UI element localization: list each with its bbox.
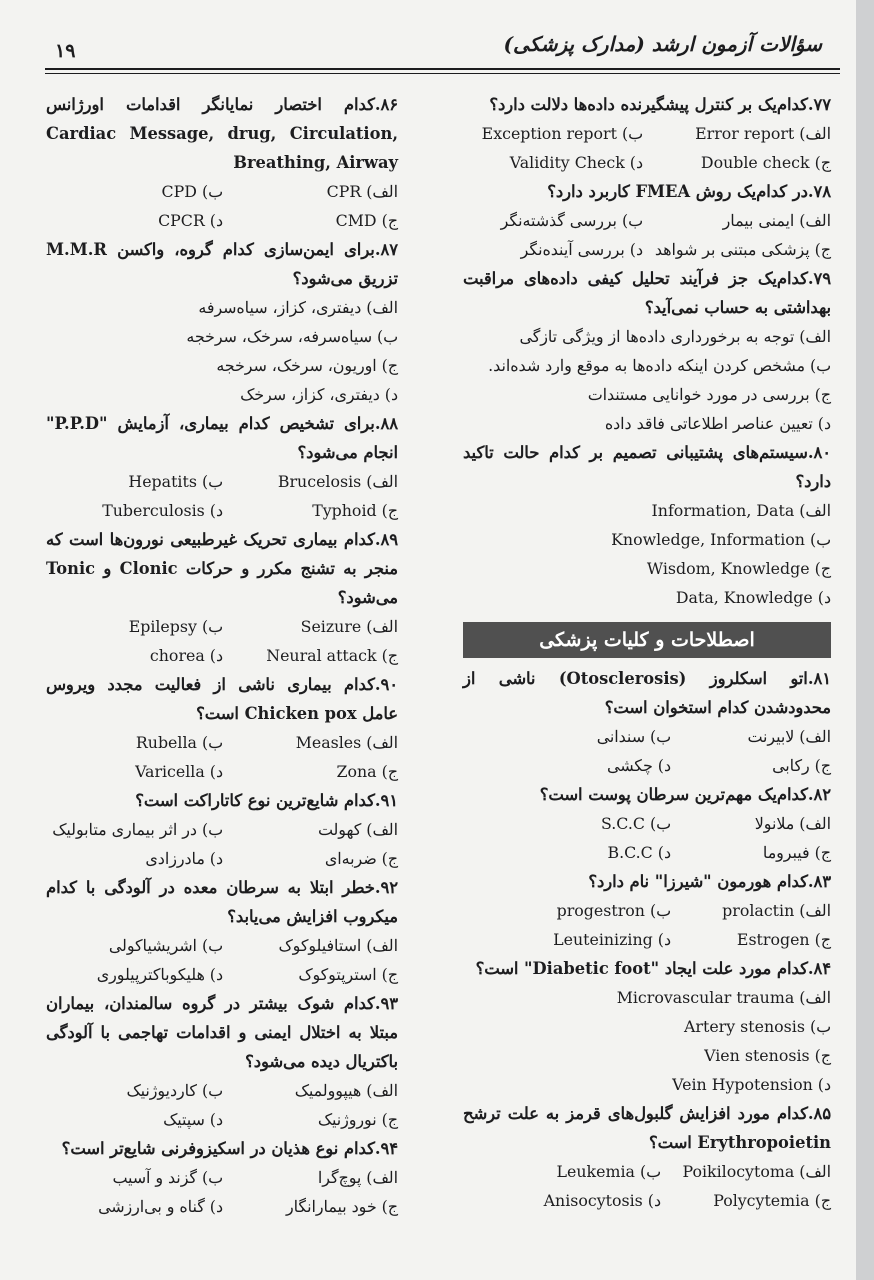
option-b: ب) مشخص کردن اینکه داده‌ها به موقع وارد شده‌اند. bbox=[488, 356, 831, 375]
option-d: د) مادرزادی bbox=[145, 849, 223, 868]
option-b: ب) Hepatits bbox=[128, 472, 223, 491]
question-83: ۸۳.کدام هورمون "شیرزا" نام دارد؟ bbox=[588, 872, 831, 891]
option-d: د) دیفتری، کزاز، سرخک bbox=[240, 385, 398, 404]
question-94: ۹۴.کدام نوع هذیان در اسکیزوفرنی شایع‌تر است؟ bbox=[61, 1139, 398, 1158]
option-c: ج) CMD bbox=[335, 211, 398, 230]
question-79: ۷۹.کدام‌یک جز فرآیند تحلیل کیفی داده‌های مراقبت بهداشتی به حساب نمی‌آید؟ bbox=[463, 269, 831, 317]
option-b: ب) اشریشیاکولی bbox=[108, 936, 223, 955]
option-a: الف) Error report bbox=[695, 124, 831, 143]
option-a: الف) Poikilocytoma bbox=[682, 1162, 831, 1181]
option-c: ج) Estrogen bbox=[736, 930, 831, 949]
option-a: الف) CPR bbox=[326, 182, 398, 201]
option-b: ب) کاردیوژنیک bbox=[126, 1081, 223, 1100]
option-d: د) Anisocytosis bbox=[543, 1191, 661, 1210]
option-b: ب) سندانی bbox=[596, 727, 671, 746]
question-82: ۸۲.کدام‌یک مهم‌ترین سرطان پوست است؟ bbox=[539, 785, 831, 804]
question-84: ۸۴.کدام مورد علت ایجاد "Diabetic foot" است؟ bbox=[475, 959, 831, 978]
option-c: ج) استرپتوکوک bbox=[298, 965, 398, 984]
option-d: د) بررسی آینده‌نگر bbox=[520, 240, 643, 259]
option-d: د) Validity Check bbox=[509, 153, 643, 172]
option-b: ب) Exception report bbox=[481, 124, 643, 143]
question-91: ۹۱.کدام شایع‌ترین نوع کاتاراکت است؟ bbox=[135, 791, 398, 810]
option-a: الف) Microvascular trauma bbox=[616, 988, 831, 1007]
option-a: الف) ایمنی بیمار bbox=[722, 211, 831, 230]
option-c: ج) Vien stenosis bbox=[704, 1046, 831, 1065]
option-c: ج) ضربه‌ای bbox=[324, 849, 398, 868]
question-88: ۸۸.برای تشخیص کدام بیماری، آزمایش "P.P.D" انجام می‌شود؟ bbox=[46, 414, 398, 462]
option-a: الف) پوچ‌گرا bbox=[317, 1168, 398, 1187]
option-d: د) Tuberculosis bbox=[102, 501, 223, 520]
option-c: ج) Neural attack bbox=[266, 646, 398, 665]
question-93: ۹۳.کدام شوک بیشتر در گروه سالمندان، بیماران مبتلا به اختلال ایمنی و اقدامات تهاجمی با آلودگی باکتریال دیده می‌شود؟ bbox=[46, 994, 398, 1071]
option-b: ب) S.C.C bbox=[601, 814, 671, 833]
left-column bbox=[46, 90, 398, 1221]
option-c: ج) Double check bbox=[700, 153, 831, 172]
option-c: ج) Wisdom, Knowledge bbox=[646, 559, 831, 578]
option-c: ج) نوروژنیک bbox=[317, 1110, 398, 1129]
option-d: د) B.C.C bbox=[607, 843, 671, 862]
option-a: الف) Seizure bbox=[300, 617, 398, 636]
option-c: ج) فیبروما bbox=[762, 843, 831, 862]
option-a: الف) لابیرنت bbox=[747, 727, 831, 746]
option-d: د) chorea bbox=[149, 646, 223, 665]
option-b: ب) گزند و آسیب bbox=[112, 1168, 223, 1187]
option-a: الف) دیفتری، کزاز، سیاه‌سرفه bbox=[198, 298, 398, 317]
option-d: د) CPCR bbox=[158, 211, 223, 230]
header-rule bbox=[45, 68, 840, 70]
option-c: ج) Polycytemia bbox=[713, 1191, 831, 1210]
option-a: الف) هیپوولمیک bbox=[294, 1081, 398, 1100]
option-c: ج) Typhoid bbox=[312, 501, 398, 520]
option-b: ب) Artery stenosis bbox=[684, 1017, 831, 1036]
option-d: د) Leuteinizing bbox=[553, 930, 671, 949]
question-90: ۹۰.کدام بیماری ناشی از فعالیت مجدد ویروس عامل Chicken pox است؟ bbox=[46, 675, 398, 723]
option-a: الف) ملانولا bbox=[754, 814, 831, 833]
option-d: د) تعیین عناصر اطلاعاتی فاقد داده bbox=[604, 414, 831, 433]
question-87: ۸۷.برای ایمن‌سازی کدام گروه، واکسن M.M.R تزریق می‌شود؟ bbox=[46, 240, 398, 288]
running-header-title: سؤالات آزمون ارشد (مدارک پزشکی) bbox=[503, 32, 822, 56]
option-b: ب) Rubella bbox=[135, 733, 223, 752]
option-a: الف) کهولت bbox=[317, 820, 398, 839]
option-b: ب) CPD bbox=[161, 182, 223, 201]
option-d: د) هلیکوباکترپیلوری bbox=[96, 965, 223, 984]
option-c: ج) رکابی bbox=[772, 756, 831, 775]
right-column bbox=[463, 90, 831, 1215]
option-a: الف) Measles bbox=[295, 733, 398, 752]
header-rule-thin bbox=[45, 73, 840, 74]
option-b: ب) progestron bbox=[556, 901, 671, 920]
question-92: ۹۲.خطر ابتلا به سرطان معده در آلودگی با کدام میکروب افزایش می‌یابد؟ bbox=[46, 878, 398, 926]
option-c: ج) پزشکی مبتنی بر شواهد bbox=[654, 240, 831, 259]
option-a: الف) استافیلوکوک bbox=[278, 936, 398, 955]
option-d: د) گناه و بی‌ارزشی bbox=[98, 1197, 223, 1216]
option-d: د) Varicella bbox=[135, 762, 223, 781]
option-c: ج) خود بیمارانگار bbox=[285, 1197, 398, 1216]
option-d: د) Data, Knowledge bbox=[675, 588, 831, 607]
option-d: د) Vein Hypotension bbox=[672, 1075, 831, 1094]
question-85: ۸۵.کدام مورد افزایش گلبول‌های قرمز به علت ترشح Erythropoietin است؟ bbox=[463, 1104, 831, 1152]
section-heading: اصطلاحات و کلیات پزشکی bbox=[463, 622, 831, 658]
option-b: ب) بررسی گذشته‌نگر bbox=[500, 211, 643, 230]
option-a: الف) prolactin bbox=[722, 901, 831, 920]
option-d: د) سپتیک bbox=[163, 1110, 223, 1129]
option-a: الف) Information, Data bbox=[651, 501, 831, 520]
page-number: ۱۹ bbox=[55, 40, 76, 62]
option-b: ب) Epilepsy bbox=[128, 617, 223, 636]
option-c: ج) اوریون، سرخک، سرخجه bbox=[216, 356, 398, 375]
option-b: ب) در اثر بیماری متابولیک bbox=[52, 820, 223, 839]
option-c: ج) بررسی در مورد خوانایی مستندات bbox=[587, 385, 831, 404]
option-b: ب) Leukemia bbox=[556, 1162, 661, 1181]
option-a: الف) توجه به برخورداری داده‌ها از ویژگی تازگی bbox=[519, 327, 831, 346]
option-b: ب) سیاه‌سرفه، سرخک، سرخجه bbox=[186, 327, 398, 346]
question-81: ۸۱.اتو اسکلروز (Otosclerosis) ناشی از محدودشدن کدام استخوان است؟ bbox=[463, 669, 831, 717]
question-89: ۸۹.کدام بیماری تحریک غیرطبیعی نورون‌ها است که منجر به تشنج مکرر و حرکات Clonic و Tonic می‌شود؟ bbox=[46, 530, 398, 607]
option-b: ب) Knowledge, Information bbox=[611, 530, 831, 549]
question-80: ۸۰.سیستم‌های پشتیبانی تصمیم بر کدام حالت تاکید دارد؟ bbox=[463, 443, 831, 491]
question-78: ۷۸.در کدام‌یک روش FMEA کاربرد دارد؟ bbox=[547, 182, 831, 201]
option-a: الف) Brucelosis bbox=[277, 472, 398, 491]
option-d: د) چکشی bbox=[607, 756, 671, 775]
question-77: ۷۷.کدام‌یک بر کنترل پیشگیرنده داده‌ها دلالت دارد؟ bbox=[489, 95, 831, 114]
option-c: ج) Zona bbox=[336, 762, 398, 781]
page-edge bbox=[856, 0, 874, 1280]
question-86: ۸۶.کدام اختصار نمایانگر اقدامات اورژانس Cardiac Message, drug, Circulation, Breathing, Airway bbox=[46, 95, 398, 172]
